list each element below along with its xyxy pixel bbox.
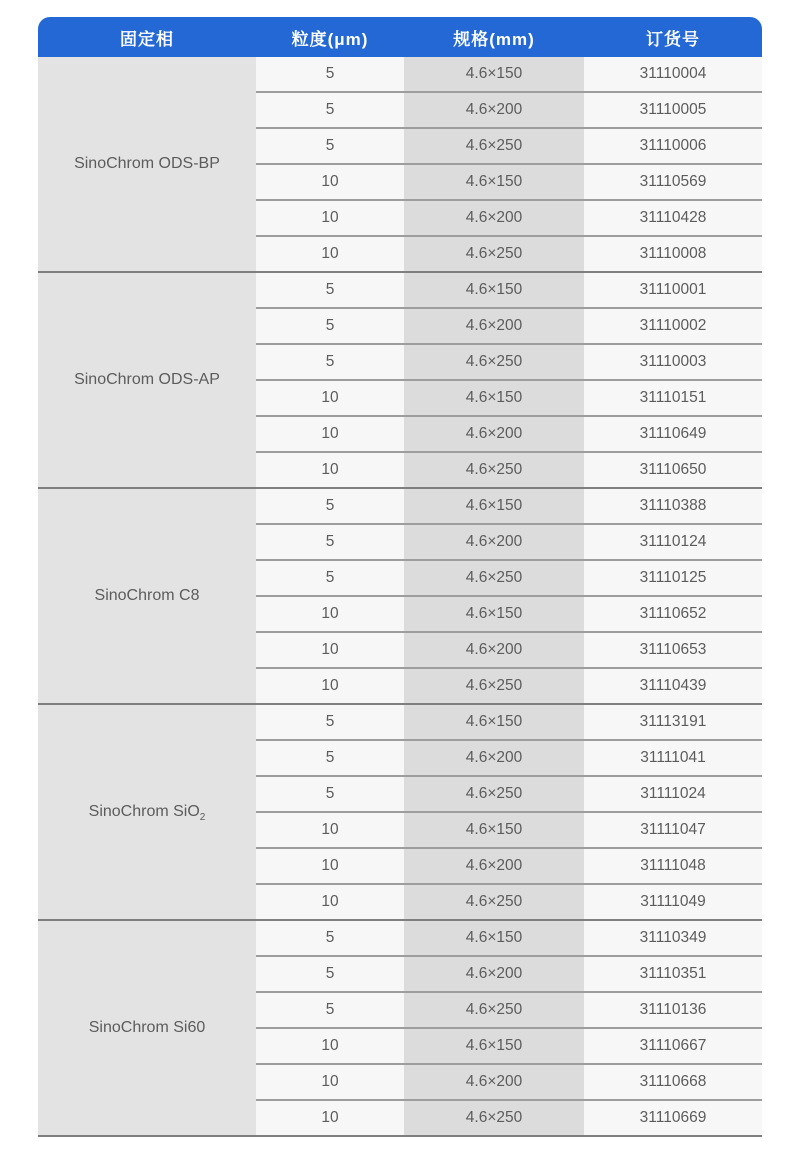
table-body (38, 57, 762, 1137)
order-cell: 31110006 (584, 129, 762, 165)
size-cell: 10 (256, 669, 404, 705)
column-header-phase: 固定相 (38, 17, 256, 57)
order-cell: 31110667 (584, 1029, 762, 1065)
phase-subscript: 2 (199, 812, 206, 824)
size-cell: 5 (256, 921, 404, 957)
size-cell: 5 (256, 273, 404, 309)
size-cell: 10 (256, 1029, 404, 1065)
order-cell: 31110653 (584, 633, 762, 669)
order-cell: 31111047 (584, 813, 762, 849)
column-header-size: 粒度(μm) (256, 17, 404, 57)
size-cell: 5 (256, 993, 404, 1029)
spec-cell: 4.6×150 (404, 273, 584, 309)
product-spec-table-container (38, 17, 762, 1137)
order-cell: 31110439 (584, 669, 762, 705)
size-cell: 10 (256, 885, 404, 921)
spec-cell: 4.6×200 (404, 741, 584, 777)
size-cell: 10 (256, 813, 404, 849)
order-cell: 31110668 (584, 1065, 762, 1101)
size-cell: 10 (256, 237, 404, 273)
order-cell: 31110388 (584, 489, 762, 525)
size-cell: 5 (256, 525, 404, 561)
size-cell: 5 (256, 489, 404, 525)
size-cell: 5 (256, 57, 404, 93)
spec-cell: 4.6×150 (404, 597, 584, 633)
order-cell: 31111048 (584, 849, 762, 885)
spec-cell: 4.6×200 (404, 1065, 584, 1101)
column-header-order: 订货号 (584, 17, 762, 57)
spec-cell: 4.6×250 (404, 129, 584, 165)
order-cell: 31110003 (584, 345, 762, 381)
spec-cell: 4.6×250 (404, 669, 584, 705)
spec-cell: 4.6×250 (404, 993, 584, 1029)
spec-cell: 4.6×150 (404, 1029, 584, 1065)
size-cell: 10 (256, 165, 404, 201)
spec-cell: 4.6×200 (404, 417, 584, 453)
spec-cell: 4.6×250 (404, 561, 584, 597)
order-cell: 31110005 (584, 93, 762, 129)
order-cell: 31110136 (584, 993, 762, 1029)
size-cell: 5 (256, 777, 404, 813)
spec-cell: 4.6×200 (404, 525, 584, 561)
size-cell: 5 (256, 93, 404, 129)
phase-cell-group-1: SinoChrom ODS-BP (38, 57, 256, 273)
spec-cell: 4.6×200 (404, 201, 584, 237)
table-row (38, 489, 762, 525)
spec-cell: 4.6×200 (404, 309, 584, 345)
size-cell: 5 (256, 561, 404, 597)
order-cell: 31113191 (584, 705, 762, 741)
phase-cell-group-4: SinoChrom SiO$_2$ (38, 705, 256, 921)
size-cell: 10 (256, 1065, 404, 1101)
size-cell: 10 (256, 849, 404, 885)
order-cell: 31110652 (584, 597, 762, 633)
order-cell: 31110002 (584, 309, 762, 345)
table-row (38, 705, 762, 741)
phase-cell-group-5: SinoChrom Si60 (38, 921, 256, 1137)
table-header (38, 17, 762, 57)
spec-cell: 4.6×150 (404, 381, 584, 417)
phase-cell-group-3: SinoChrom C8 (38, 489, 256, 705)
size-cell: 10 (256, 453, 404, 489)
order-cell: 31110428 (584, 201, 762, 237)
size-cell: 10 (256, 1101, 404, 1137)
spec-cell: 4.6×150 (404, 705, 584, 741)
order-cell: 31110349 (584, 921, 762, 957)
table-row (38, 921, 762, 957)
phase-cell-group-2: SinoChrom ODS-AP (38, 273, 256, 489)
order-cell: 31110351 (584, 957, 762, 993)
spec-cell: 4.6×250 (404, 345, 584, 381)
order-cell: 31111049 (584, 885, 762, 921)
order-cell: 31110569 (584, 165, 762, 201)
spec-cell: 4.6×150 (404, 813, 584, 849)
order-cell: 31110151 (584, 381, 762, 417)
order-cell: 31110669 (584, 1101, 762, 1137)
size-cell: 10 (256, 633, 404, 669)
spec-cell: 4.6×200 (404, 93, 584, 129)
spec-cell: 4.6×250 (404, 1101, 584, 1137)
spec-cell: 4.6×150 (404, 489, 584, 525)
table-row (38, 273, 762, 309)
column-header-spec: 规格(mm) (404, 17, 584, 57)
order-cell: 31110650 (584, 453, 762, 489)
spec-cell: 4.6×150 (404, 165, 584, 201)
spec-cell: 4.6×250 (404, 885, 584, 921)
spec-cell: 4.6×150 (404, 921, 584, 957)
order-cell: 31110125 (584, 561, 762, 597)
order-cell: 31111041 (584, 741, 762, 777)
size-cell: 5 (256, 705, 404, 741)
spec-cell: 4.6×200 (404, 633, 584, 669)
order-cell: 31110004 (584, 57, 762, 93)
size-cell: 5 (256, 129, 404, 165)
size-cell: 5 (256, 741, 404, 777)
size-cell: 10 (256, 381, 404, 417)
spec-cell: 4.6×250 (404, 237, 584, 273)
size-cell: 5 (256, 957, 404, 993)
table-header-row (38, 17, 762, 57)
order-cell: 31111024 (584, 777, 762, 813)
order-cell: 31110008 (584, 237, 762, 273)
order-cell: 31110001 (584, 273, 762, 309)
spec-cell: 4.6×250 (404, 453, 584, 489)
size-cell: 5 (256, 345, 404, 381)
order-cell: 31110124 (584, 525, 762, 561)
order-cell: 31110649 (584, 417, 762, 453)
spec-cell: 4.6×150 (404, 57, 584, 93)
size-cell: 10 (256, 417, 404, 453)
size-cell: 10 (256, 597, 404, 633)
table-row (38, 57, 762, 93)
product-spec-table (38, 17, 762, 1137)
size-cell: 5 (256, 309, 404, 345)
spec-cell: 4.6×200 (404, 957, 584, 993)
size-cell: 10 (256, 201, 404, 237)
spec-cell: 4.6×250 (404, 777, 584, 813)
spec-cell: 4.6×200 (404, 849, 584, 885)
